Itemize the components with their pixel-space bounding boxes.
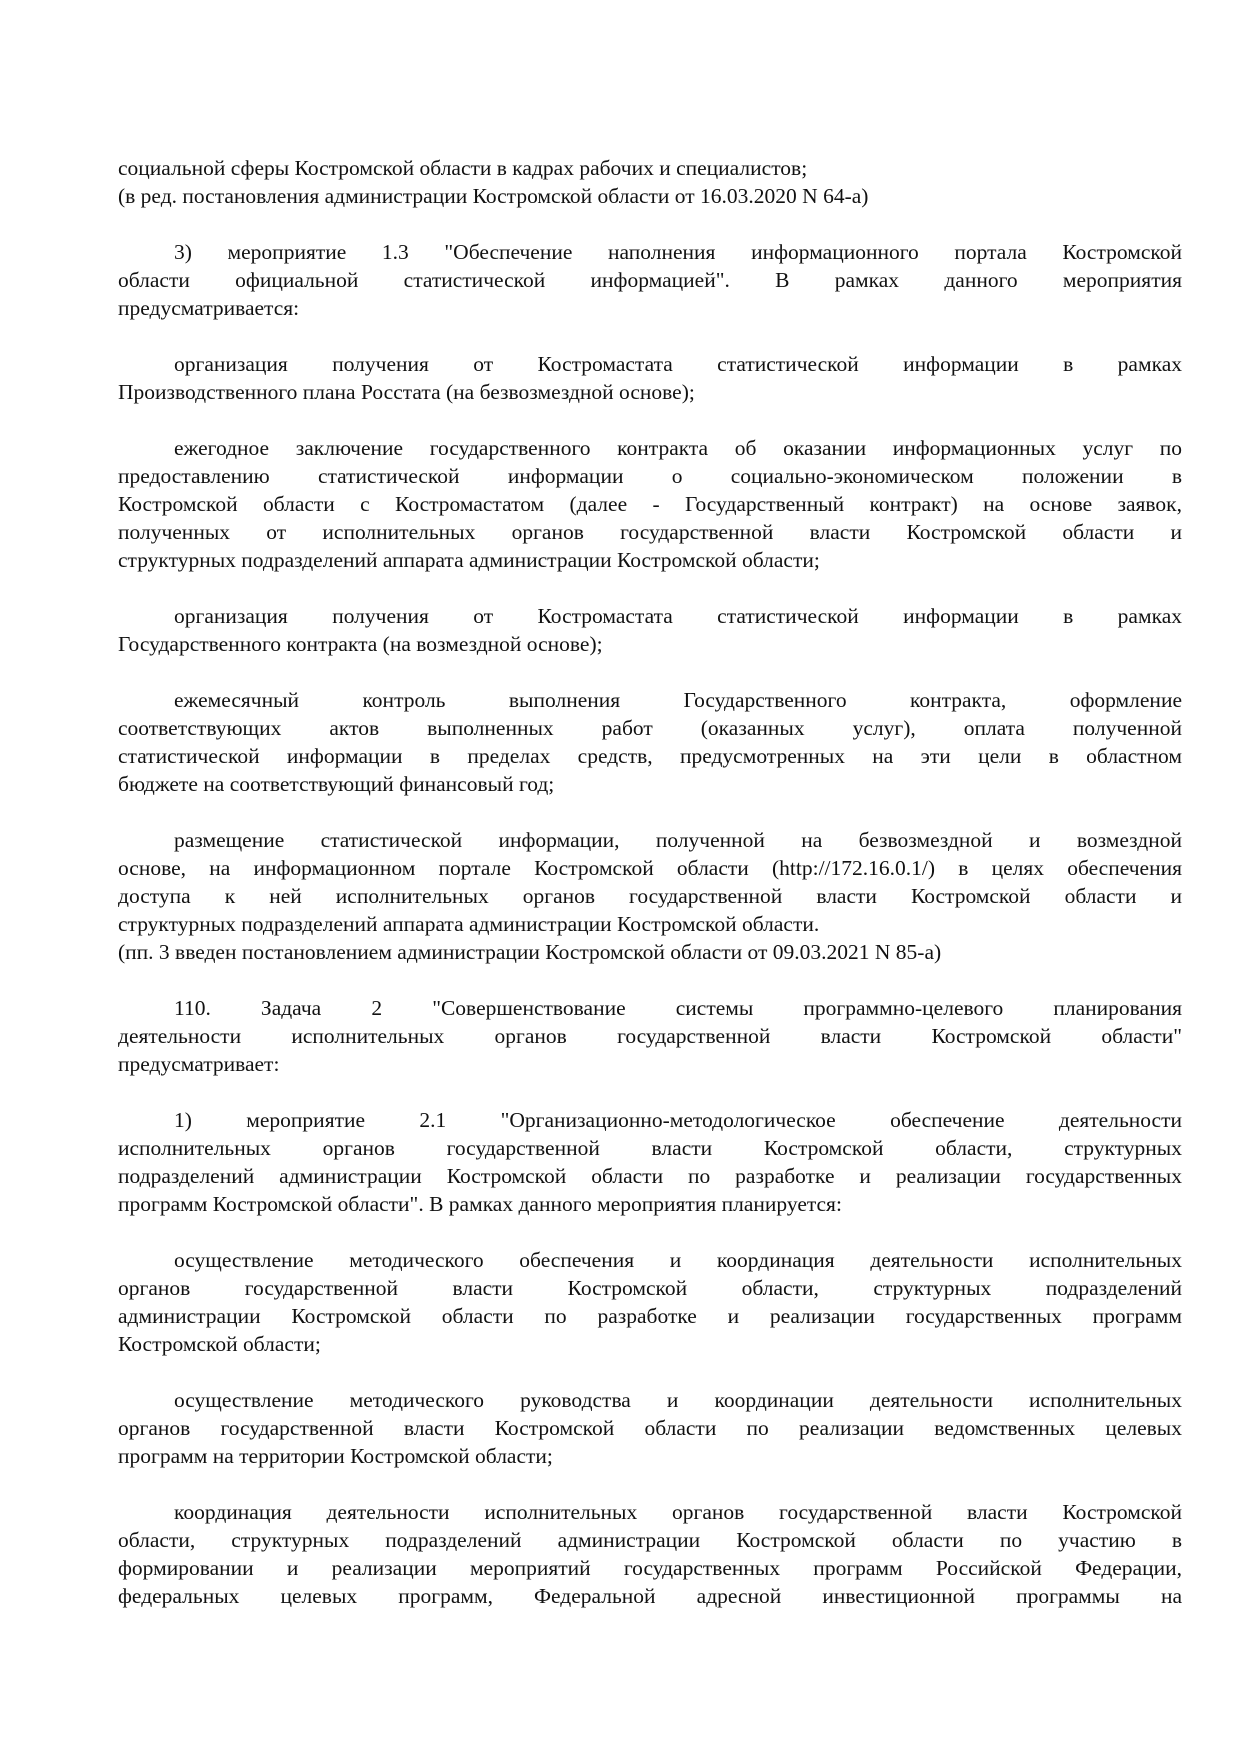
- text-line: Государственного контракта (на возмездной основе);: [118, 632, 603, 656]
- paragraph: [118, 434, 1182, 574]
- text-line: подразделений администрации Костромской области по разработке и реализации государственных: [118, 1164, 1182, 1188]
- text-line: координация деятельности исполнительных органов государственной власти Костромской: [174, 1500, 1182, 1524]
- text-line: 1) мероприятие 2.1 "Организационно-методологическое обеспечение деятельности: [174, 1108, 1182, 1132]
- text-line: ежемесячный контроль выполнения Государственного контракта, оформление: [174, 688, 1182, 712]
- text-line: статистической информации в пределах средств, предусмотренных на эти цели в областном: [118, 744, 1182, 768]
- paragraph: [118, 350, 1182, 406]
- paragraph: [118, 1246, 1182, 1358]
- text-line: структурных подразделений аппарата администрации Костромской области;: [118, 548, 820, 572]
- paragraph: [118, 1498, 1182, 1610]
- text-line: доступа к ней исполнительных органов государственной власти Костромской области и: [118, 884, 1182, 908]
- text-line: предусматривается:: [118, 296, 300, 320]
- text-line: предоставлению статистической информации о социально-экономическом положении в: [118, 464, 1182, 488]
- text-line: осуществление методического руководства и координации деятельности исполнительных: [174, 1388, 1182, 1412]
- paragraph: [118, 686, 1182, 798]
- text-line: области официальной статистической информацией". В рамках данного мероприятия: [118, 268, 1182, 292]
- paragraph: [118, 1386, 1182, 1470]
- paragraph: [118, 938, 1182, 966]
- text-line: Костромской области с Костромастатом (далее - Государственный контракт) на основе заявок,: [118, 492, 1182, 516]
- text-line: организация получения от Костромастата статистической информации в рамках: [174, 352, 1182, 376]
- paragraph: [118, 154, 1182, 182]
- text-line: бюджете на соответствующий финансовый год;: [118, 772, 555, 796]
- text-line: органов государственной власти Костромской области, структурных подразделений: [118, 1276, 1182, 1300]
- text-line: (в ред. постановления администрации Костромской области от 16.03.2020 N 64-а): [118, 184, 869, 208]
- text-line: формировании и реализации мероприятий государственных программ Российской Федерации,: [118, 1556, 1182, 1580]
- text-line: Производственного плана Росстата (на безвозмездной основе);: [118, 380, 695, 404]
- text-line: размещение статистической информации, полученной на безвозмездной и возмездной: [174, 828, 1182, 852]
- text-line: федеральных целевых программ, Федеральной адресной инвестиционной программы на: [118, 1584, 1182, 1608]
- text-line: соответствующих актов выполненных работ (оказанных услуг), оплата полученной: [118, 716, 1182, 740]
- paragraph: [118, 602, 1182, 658]
- paragraph: [118, 1106, 1182, 1218]
- text-line: структурных подразделений аппарата администрации Костромской области.: [118, 912, 820, 936]
- text-line: программ Костромской области". В рамках данного мероприятия планируется:: [118, 1192, 842, 1216]
- text-line: Костромской области;: [118, 1332, 321, 1356]
- paragraph: [118, 994, 1182, 1078]
- text-line: (пп. 3 введен постановлением администрации Костромской области от 09.03.2021 N 85-а): [118, 940, 942, 964]
- text-line: органов государственной власти Костромской области по реализации ведомственных целевых: [118, 1416, 1182, 1440]
- paragraph: [118, 826, 1182, 938]
- text-line: социальной сферы Костромской области в кадрах рабочих и специалистов;: [118, 156, 808, 180]
- paragraph: [118, 238, 1182, 322]
- text-line: 110. Задача 2 "Совершенствование системы программно-целевого планирования: [174, 996, 1182, 1020]
- text-line: администрации Костромской области по разработке и реализации государственных программ: [118, 1304, 1182, 1328]
- text-line: предусматривает:: [118, 1052, 280, 1076]
- text-line: деятельности исполнительных органов государственной власти Костромской области": [118, 1024, 1182, 1048]
- text-line: полученных от исполнительных органов государственной власти Костромской области и: [118, 520, 1182, 544]
- text-line: области, структурных подразделений администрации Костромской области по участию в: [118, 1528, 1182, 1552]
- text-line: 3) мероприятие 1.3 "Обеспечение наполнения информационного портала Костромской: [174, 240, 1182, 264]
- document-page: [118, 154, 1182, 1610]
- text-line: осуществление методического обеспечения и координация деятельности исполнительных: [174, 1248, 1182, 1272]
- text-line: ежегодное заключение государственного контракта об оказании информационных услуг по: [174, 436, 1182, 460]
- text-line: исполнительных органов государственной власти Костромской области, структурных: [118, 1136, 1182, 1160]
- text-line: организация получения от Костромастата статистической информации в рамках: [174, 604, 1182, 628]
- text-line: основе, на информационном портале Костромской области (http://172.16.0.1/) в целях обеспечения: [118, 856, 1182, 880]
- text-line: программ на территории Костромской области;: [118, 1444, 553, 1468]
- paragraph: [118, 182, 1182, 210]
